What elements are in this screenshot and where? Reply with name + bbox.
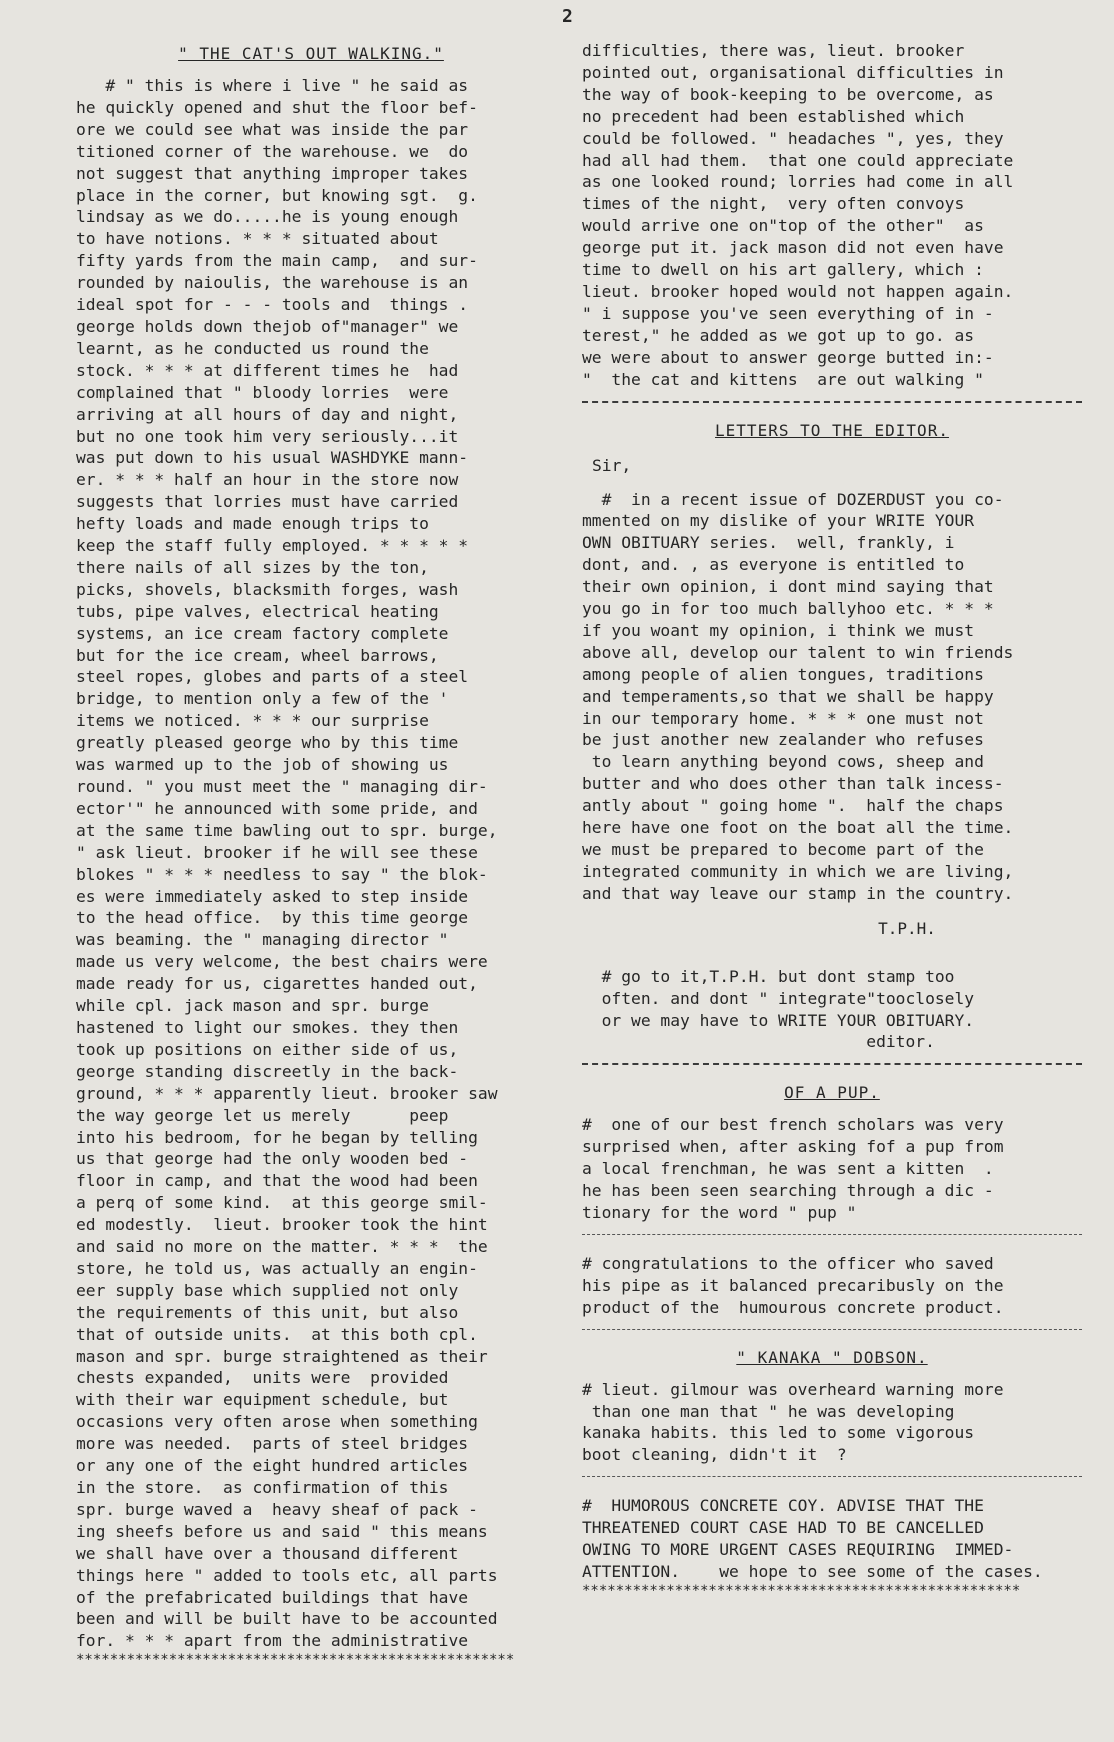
- cat-article-body: [76, 75, 546, 1652]
- text-line: to the head office. by this time george: [76, 908, 469, 928]
- text-line: # HUMOROUS CONCRETE COY. ADVISE THAT THE: [582, 1496, 984, 1516]
- text-line: for. * * * apart from the administrative: [76, 1631, 469, 1651]
- section-divider: [582, 1063, 1082, 1065]
- cat-article-continuation: [582, 40, 1082, 391]
- text-line: terest," he added as we got up to go. as: [582, 325, 975, 345]
- text-line: had all had them. that one could appreciate: [582, 150, 1014, 170]
- text-line: we must be prepared to become part of the: [582, 840, 984, 859]
- text-line: in the store. as confirmation of this: [76, 1478, 449, 1497]
- text-line: above all, develop our talent to win friends: [582, 642, 1014, 662]
- text-line: ing sheefs before us and said " this means: [76, 1521, 488, 1541]
- text-line: ATTENTION. we hope to see some of the cases.: [582, 1561, 1043, 1581]
- text-line: more was needed. parts of steel bridges: [76, 1434, 469, 1454]
- text-line: bridge, to mention only a few of the ': [76, 689, 449, 709]
- text-line: the way george let us merely peep: [76, 1105, 449, 1125]
- text-line: the requirements of this unit, but also: [76, 1302, 459, 1322]
- text-line: floor in camp, and that the wood had been: [76, 1171, 478, 1191]
- text-line: store, he told us, was actually an engin-: [76, 1258, 478, 1278]
- text-line: lindsay as we do.....he is young enough: [76, 207, 459, 227]
- text-line: george put it. jack mason did not even have: [582, 238, 1004, 258]
- text-line: difficulties, there was, lieut. brooker: [582, 41, 965, 60]
- text-line: their own opinion, i dont mind saying that: [582, 577, 994, 597]
- text-line: steel ropes, globes and parts of a steel: [76, 667, 469, 687]
- text-line: systems, an ice cream factory complete: [76, 623, 449, 643]
- text-line: suggests that lorries must have carried: [76, 492, 459, 512]
- text-line: boot cleaning, didn't it ?: [582, 1445, 847, 1465]
- editor-reply: [582, 966, 1082, 1054]
- text-line: the way of book-keeping to be overcome, as: [582, 84, 994, 104]
- text-line: OWING TO MORE URGENT CASES REQUIRING IMMED-: [582, 1540, 1014, 1560]
- text-line: time to dwell on his art gallery, which :: [582, 260, 984, 280]
- section-divider: [582, 1234, 1082, 1235]
- text-line: times of the night, very often convoys: [582, 194, 965, 214]
- text-line: here have one foot on the boat all the time.: [582, 818, 1014, 838]
- text-line: we were about to answer george butted in:-: [582, 347, 994, 367]
- cat-article-title: " THE CAT'S OUT WALKING.": [178, 44, 444, 63]
- text-line: in our temporary home. * * * one must not: [582, 708, 984, 728]
- text-line: fifty yards from the main camp, and sur-: [76, 251, 478, 271]
- text-line: with their war equipment schedule, but: [76, 1390, 449, 1410]
- text-line: editor.: [582, 1032, 935, 1052]
- letter-signature: T.P.H.: [878, 918, 936, 938]
- humorous-paragraph: [582, 1495, 1082, 1583]
- text-line: took up positions on either side of us,: [76, 1039, 459, 1059]
- text-line: pointed out, organisational difficulties in: [582, 62, 1004, 82]
- text-line: butter and who does other than talk incess-: [582, 774, 1004, 794]
- text-line: a local frenchman, he was sent a kitten .: [582, 1159, 994, 1179]
- text-line: arriving at all hours of day and night,: [76, 404, 459, 424]
- text-line: been and will be built have to be accounted: [76, 1609, 498, 1629]
- text-line: but no one took him very seriously...it: [76, 426, 459, 446]
- text-line: # lieut. gilmour was overheard warning more: [582, 1379, 1004, 1399]
- text-line: # go to it,T.P.H. but dont stamp too: [582, 966, 955, 986]
- text-line: no precedent had been established which: [582, 106, 965, 126]
- text-line: rounded by naioulis, the warehouse is an: [76, 273, 469, 293]
- text-line: while cpl. jack mason and spr. burge: [76, 996, 429, 1016]
- text-line: to learn anything beyond cows, sheep and: [582, 752, 984, 772]
- text-line: george standing discreetly in the back-: [76, 1061, 459, 1081]
- text-line: as one looked round; lorries had come in all: [582, 172, 1014, 192]
- text-line: was beaming. the " managing director ": [76, 930, 449, 950]
- text-line: antly about " going home ". half the chaps: [582, 796, 1004, 816]
- text-line: blokes " * * * needless to say " the blok-: [76, 864, 488, 884]
- text-line: his pipe as it balanced precaribusly on the: [582, 1275, 1004, 1295]
- text-line: and said no more on the matter. * * * the: [76, 1237, 488, 1257]
- text-line: hastened to light our smokes. they then: [76, 1017, 459, 1037]
- text-line: or any one of the eight hundred articles: [76, 1456, 469, 1476]
- text-line: learnt, as he conducted us round the: [76, 338, 429, 358]
- text-line: things here " added to tools etc, all parts: [76, 1565, 498, 1585]
- text-line: THREATENED COURT CASE HAD TO BE CANCELLED: [582, 1518, 984, 1538]
- text-line: dont, and. , as everyone is entitled to: [582, 555, 965, 575]
- text-line: you go in for too much ballyhoo etc. * * *: [582, 599, 994, 619]
- text-line: would arrive one on"top of the other" as: [582, 216, 984, 236]
- text-line: or we may have to WRITE YOUR OBITUARY.: [582, 1010, 975, 1030]
- text-line: eer supply base which supplied not only: [76, 1280, 459, 1300]
- text-line: often. and dont " integrate"tooclosely: [582, 988, 975, 1008]
- text-line: items we noticed. * * * our surprise: [76, 711, 429, 731]
- text-line: was warmed up to the job of showing us: [76, 755, 449, 775]
- text-line: spr. burge waved a heavy sheaf of pack -: [76, 1499, 478, 1519]
- text-line: es were immediately asked to step inside: [76, 886, 469, 906]
- text-line: place in the corner, but knowing sgt. g.: [76, 185, 478, 205]
- text-line: at the same time bawling out to spr. burge,: [76, 820, 498, 840]
- text-line: surprised when, after asking fof a pup from: [582, 1137, 1004, 1157]
- text-line: he quickly opened and shut the floor bef-: [76, 97, 478, 117]
- text-line: and temperaments,so that we shall be happy: [582, 686, 994, 706]
- text-line: than one man that " he was developing: [582, 1401, 955, 1421]
- text-line: we shall have over a thousand different: [76, 1543, 459, 1563]
- text-line: ground, * * * apparently lieut. brooker saw: [76, 1083, 498, 1103]
- letters-title: LETTERS TO THE EDITOR.: [715, 420, 949, 440]
- text-line: # congratulations to the officer who saved: [582, 1253, 994, 1273]
- text-line: there nails of all sizes by the ton,: [76, 557, 429, 577]
- left-footer-stars: ****************************************************: [76, 1652, 515, 1669]
- text-line: OWN OBITUARY series. well, frankly, i: [582, 533, 955, 553]
- letter-body: [582, 489, 1082, 905]
- text-line: he has been seen searching through a dic -: [582, 1181, 994, 1201]
- text-line: if you woant my opinion, i think we must: [582, 620, 975, 640]
- text-line: lieut. brooker hoped would not happen again.: [582, 281, 1014, 301]
- right-footer-stars: ****************************************************: [582, 1582, 1021, 1599]
- text-line: mmented on my dislike of your WRITE YOUR: [582, 511, 975, 531]
- text-line: into his bedroom, for he began by telling: [76, 1127, 478, 1147]
- left-column: [76, 40, 546, 1668]
- text-line: integrated community in which we are living,: [582, 861, 1014, 881]
- section-divider: [582, 1476, 1082, 1477]
- congrats-paragraph: [582, 1253, 1082, 1319]
- section-divider: [582, 1329, 1082, 1330]
- text-line: george holds down thejob of"manager" we: [76, 316, 459, 336]
- pup-title: OF A PUP.: [784, 1083, 880, 1103]
- text-line: complained that " bloody lorries were: [76, 382, 449, 402]
- text-line: # " this is where i live " he said as: [76, 76, 469, 95]
- text-line: kanaka habits. this led to some vigorous: [582, 1423, 975, 1443]
- text-line: ed modestly. lieut. brooker took the hint: [76, 1215, 488, 1235]
- text-line: could be followed. " headaches ", yes, they: [582, 128, 1004, 148]
- text-line: made ready for us, cigarettes handed out,: [76, 974, 478, 994]
- text-line: among people of alien tongues, traditions: [582, 664, 984, 684]
- kanaka-paragraph: [582, 1379, 1082, 1467]
- text-line: of the prefabricated buildings that have: [76, 1587, 469, 1607]
- text-line: ideal spot for - - - tools and things .: [76, 295, 469, 315]
- text-line: product of the humourous concrete product.: [582, 1297, 1004, 1317]
- text-line: " ask lieut. brooker if he will see these: [76, 842, 478, 862]
- text-line: ore we could see what was inside the par: [76, 119, 469, 139]
- page-number: 2: [562, 6, 573, 27]
- text-line: was put down to his usual WASHDYKE mann-: [76, 448, 469, 468]
- text-line: tubs, pipe valves, electrical heating: [76, 601, 439, 621]
- text-line: and that way leave our stamp in the country.: [582, 883, 1014, 903]
- text-line: round. " you must meet the " managing dir-: [76, 777, 488, 796]
- text-line: greatly pleased george who by this time: [76, 733, 459, 753]
- text-line: to have notions. * * * situated about: [76, 229, 439, 249]
- text-line: mason and spr. burge straightened as their: [76, 1346, 488, 1366]
- text-line: # one of our best french scholars was very: [582, 1115, 1004, 1135]
- text-line: " i suppose you've seen everything of in -: [582, 303, 994, 323]
- letter-salutation: Sir,: [592, 455, 632, 475]
- pup-paragraph: [582, 1114, 1082, 1224]
- text-line: not suggest that anything improper takes: [76, 163, 469, 183]
- text-line: that of outside units. at this both cpl.: [76, 1324, 478, 1344]
- text-line: us that george had the only wooden bed -: [76, 1149, 469, 1169]
- text-line: but for the ice cream, wheel barrows,: [76, 645, 439, 665]
- right-column: [582, 40, 1082, 1599]
- text-line: # in a recent issue of DOZERDUST you co-: [582, 489, 1004, 509]
- text-line: a perq of some kind. at this george smil-: [76, 1193, 488, 1213]
- text-line: chests expanded, units were provided: [76, 1368, 449, 1388]
- text-line: picks, shovels, blacksmith forges, wash: [76, 579, 459, 599]
- text-line: keep the staff fully employed. * * * * *: [76, 536, 469, 556]
- text-line: be just another new zealander who refuses: [582, 730, 984, 750]
- kanaka-title: " KANAKA " DOBSON.: [736, 1347, 928, 1367]
- text-line: " the cat and kittens are out walking ": [582, 369, 984, 389]
- section-divider: [582, 401, 1082, 403]
- text-line: occasions very often arose when something: [76, 1412, 478, 1432]
- text-line: tionary for the word " pup ": [582, 1202, 857, 1222]
- text-line: titioned corner of the warehouse. we do: [76, 141, 469, 161]
- text-line: stock. * * * at different times he had: [76, 360, 459, 380]
- text-line: made us very welcome, the best chairs were: [76, 952, 488, 972]
- text-line: er. * * * half an hour in the store now: [76, 470, 459, 490]
- text-line: ector'" he announced with some pride, and: [76, 798, 478, 818]
- text-line: hefty loads and made enough trips to: [76, 514, 429, 534]
